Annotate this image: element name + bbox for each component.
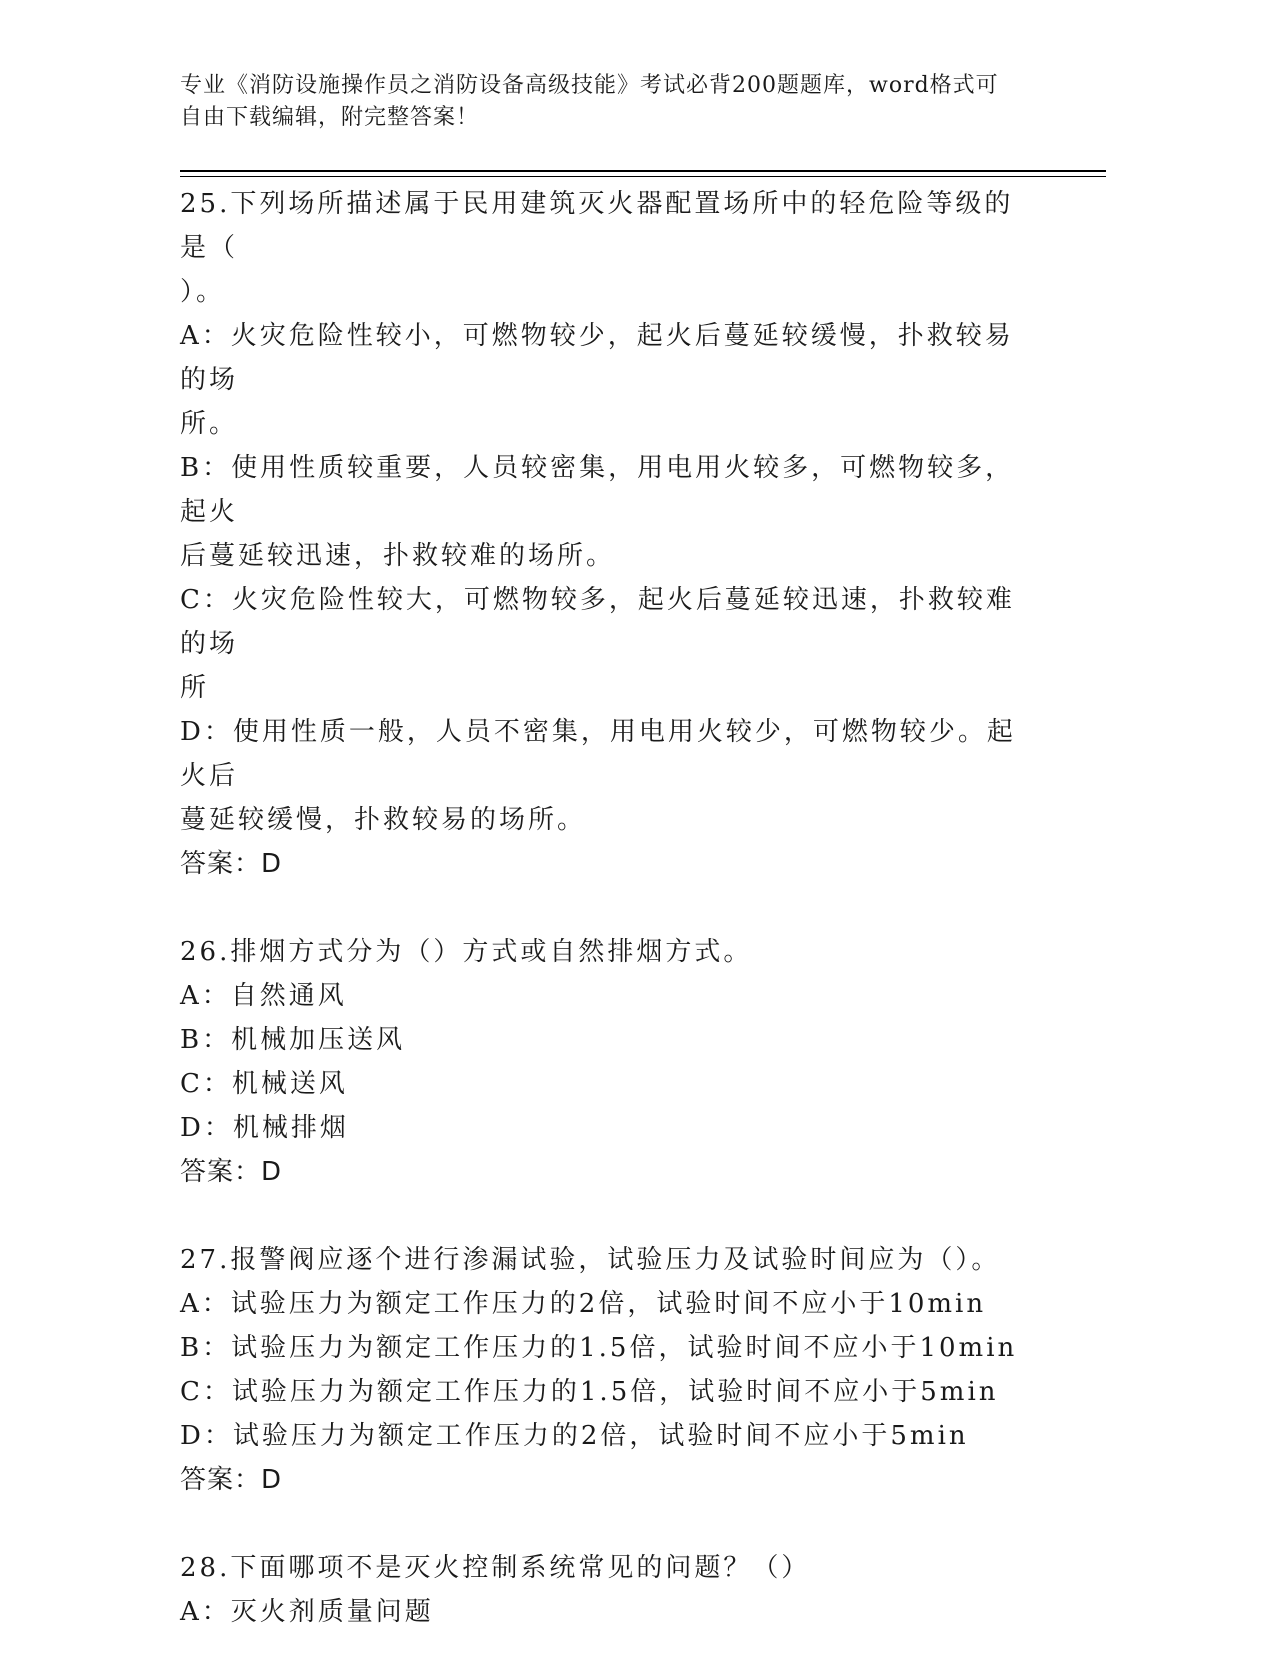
header-line-1: 专业《消防设施操作员之消防设备高级技能》考试必背200题题库，word格式可 [180,73,999,98]
question-stem-line: 27.报警阀应逐个进行渗漏试验，试验压力及试验时间应为（）。 [180,1245,1001,1275]
question-25 [180,182,1040,886]
option-a-line: A：试验压力为额定工作压力的2倍，试验时间不应小于10min [180,1289,987,1319]
option-a-line: A：自然通风 [180,981,347,1011]
option-c-line: C：试验压力为额定工作压力的1.5倍，试验时间不应小于5min [180,1377,999,1407]
question-stem-line: 26.排烟方式分为（）方式或自然排烟方式。 [180,937,753,967]
document-header [180,70,1060,134]
option-b-line: 后蔓延较迅速，扑救较难的场所。 [180,541,616,571]
header-divider-thick [180,170,1106,172]
answer-label: 答案：D [180,849,283,879]
question-stem-line: 25.下列场所描述属于民用建筑灭火器配置场所中的轻危险等级的是（ [180,189,1014,263]
option-b-line: B：试验压力为额定工作压力的1.5倍，试验时间不应小于10min [180,1333,1018,1363]
option-d-line: D：机械排烟 [180,1113,349,1143]
option-a-line: A：火灾危险性较小，可燃物较少，起火后蔓延较缓慢，扑救较易的场 [180,321,1014,395]
option-b-line: B：机械加压送风 [180,1025,406,1055]
option-d-line: 蔓延较缓慢，扑救较易的场所。 [180,805,587,835]
option-b-line: B：使用性质较重要，人员较密集，用电用火较多，可燃物较多，起火 [180,453,1015,527]
header-divider-thin [180,176,1106,177]
question-28 [180,1546,1040,1634]
question-27 [180,1238,1040,1502]
question-26 [180,930,1040,1194]
option-a-line: A：灭火剂质量问题 [180,1597,434,1627]
question-stem-line: ）。 [180,277,226,307]
answer-label: 答案：D [180,1465,283,1495]
question-list [180,182,1040,1678]
option-c-line: C：机械送风 [180,1069,348,1099]
answer-label: 答案：D [180,1157,283,1187]
option-a-line: 所。 [180,409,239,439]
option-c-line: 所 [180,673,210,703]
option-d-line: D：使用性质一般，人员不密集，用电用火较少，可燃物较少。起火后 [180,717,1016,791]
option-d-line: D：试验压力为额定工作压力的2倍，试验时间不应小于5min [180,1421,969,1451]
question-stem-line: 28.下面哪项不是灭火控制系统常见的问题？（） [180,1553,811,1583]
option-c-line: C：火灾危险性较大，可燃物较多，起火后蔓延较迅速，扑救较难的场 [180,585,1015,659]
header-line-2: 自由下载编辑，附完整答案！ [180,105,480,130]
